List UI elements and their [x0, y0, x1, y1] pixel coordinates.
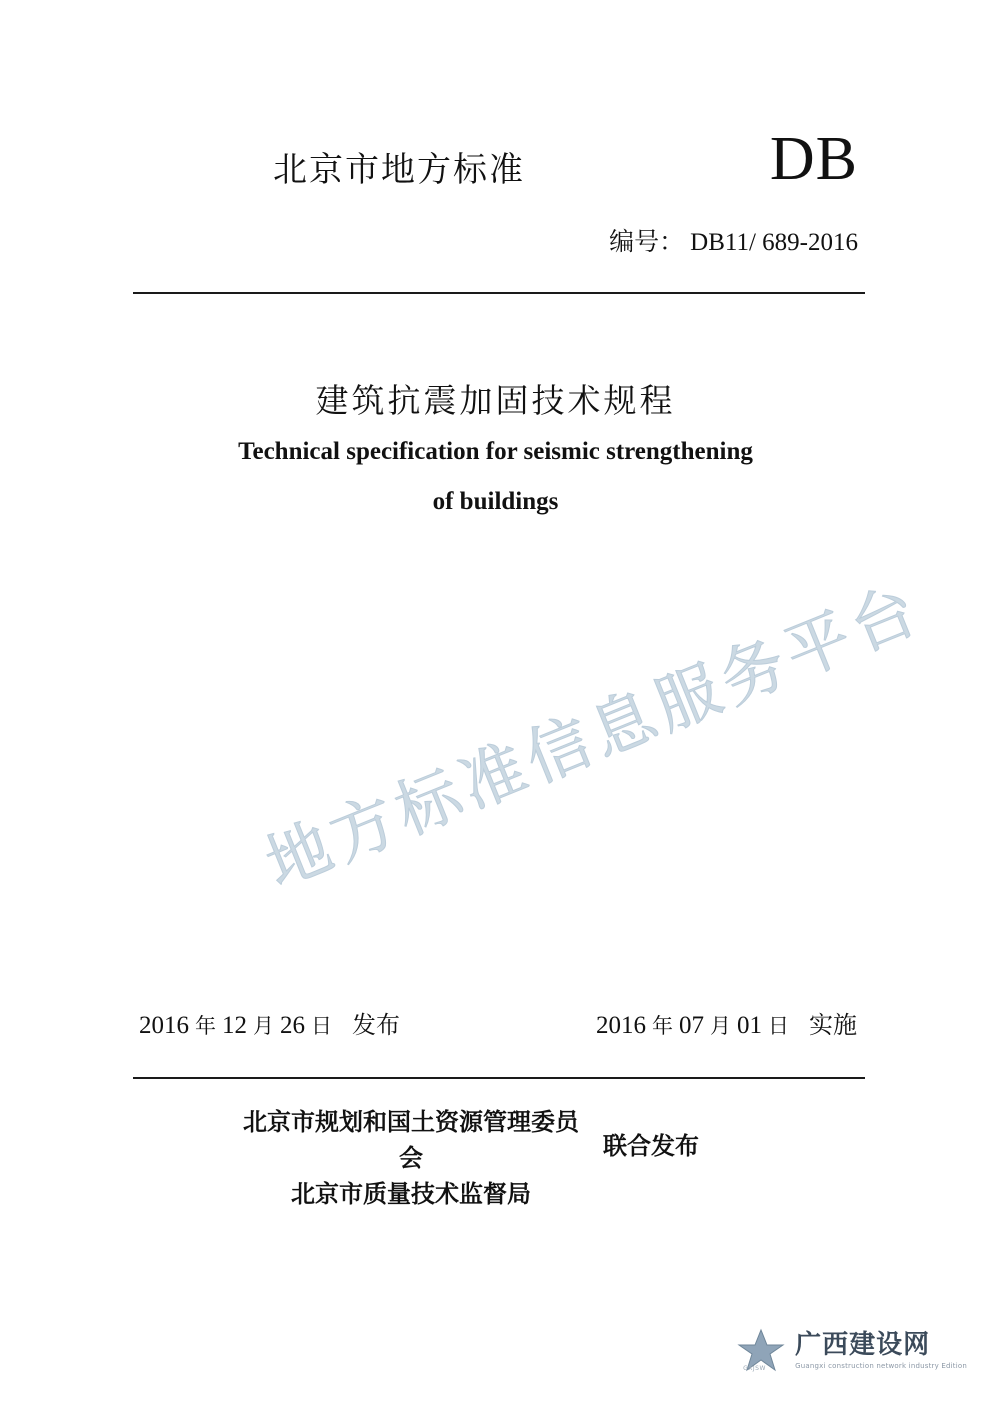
- publisher-names: [241, 1104, 581, 1212]
- divider-top: [133, 292, 865, 294]
- effective-year: 2016: [596, 1012, 646, 1039]
- standard-header: [133, 125, 858, 198]
- issue-date: [139, 1005, 400, 1040]
- star-icon: [735, 1328, 787, 1374]
- effective-day: 01: [737, 1012, 762, 1039]
- issue-day: 26: [280, 1012, 305, 1039]
- issue-year: 2016: [139, 1012, 189, 1039]
- brand-text: [795, 1331, 967, 1370]
- divider-bottom: [133, 1077, 865, 1079]
- issue-month-unit: 月: [253, 1014, 274, 1038]
- watermark-text: 地方标准信息服务平台: [255, 571, 933, 903]
- publisher-org-2: 北京市质量技术监督局: [291, 1180, 531, 1208]
- effective-month-unit: 月: [710, 1014, 731, 1038]
- publisher-org-1: 北京市规划和国土资源管理委员会: [243, 1108, 579, 1172]
- effective-date: [596, 1005, 857, 1040]
- effective-day-unit: 日: [768, 1014, 789, 1038]
- watermark: [250, 571, 933, 1135]
- date-row: [133, 1005, 865, 1041]
- standard-number-value: DB11/ 689-2016: [690, 229, 858, 256]
- effective-action: 实施: [809, 1011, 857, 1039]
- issue-month: 12: [222, 1012, 247, 1039]
- effective-month: 07: [679, 1012, 704, 1039]
- db-mark: DB: [769, 125, 858, 193]
- issue-day-unit: 日: [311, 1014, 332, 1038]
- publisher-joint-label: 联合发布: [603, 1132, 699, 1160]
- brand-name-cn: 广西建设网: [795, 1330, 931, 1361]
- brand-logo: [735, 1321, 967, 1381]
- issue-action: 发布: [352, 1011, 400, 1039]
- title-chinese: 建筑抗震加固技术规程: [315, 381, 676, 420]
- brand-sub-text: GXJSW: [743, 1365, 766, 1372]
- issue-year-unit: 年: [195, 1014, 216, 1038]
- title-english-line2: of buildings: [432, 488, 559, 515]
- brand-name-en: Guangxi construction network industry Edition: [795, 1361, 967, 1370]
- title-english-line1: Technical specification for seismic strengthening: [238, 438, 753, 465]
- effective-year-unit: 年: [652, 1014, 673, 1038]
- standard-number: [133, 222, 858, 258]
- standard-kind-label: 北京市地方标准: [273, 150, 525, 190]
- standard-number-label: 编号：: [609, 227, 685, 256]
- publisher-block: [133, 1104, 865, 1208]
